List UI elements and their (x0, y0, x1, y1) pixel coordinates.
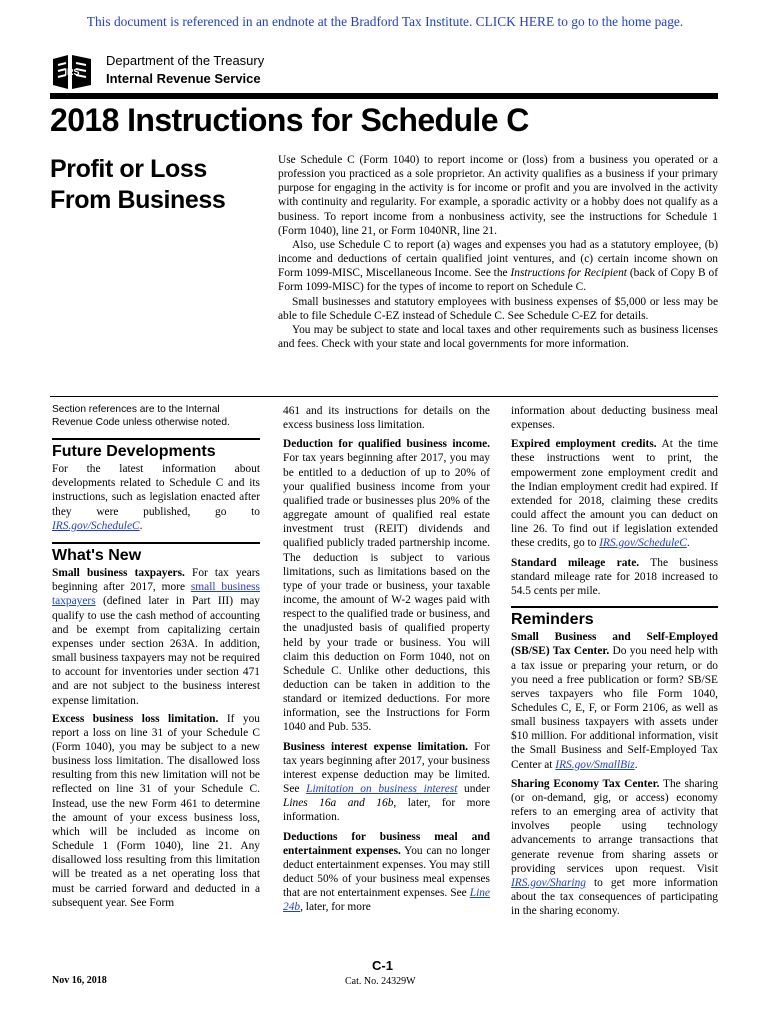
intro-p2-b: (back of Copy B of Form 1099-MISC) for the types of income to report on Schedule C. (278, 267, 718, 294)
bradford-banner-link[interactable]: This document is referenced in an endnote at the Bradford Tax Institute. CLICK HERE to go to the home page. (86, 14, 684, 29)
interest-lines-ref: Lines 16a and 16b (283, 797, 394, 810)
sbse-label: Small Business and Self-Employed (SB/SE) Tax Center. (511, 631, 718, 658)
page-number: C-1 (372, 958, 393, 973)
sharing-label: Sharing Economy Tax Center. (511, 777, 660, 790)
irs-schedulec-link[interactable]: IRS.gov/ScheduleC (52, 519, 140, 532)
expired-credits-label: Expired employment credits. (511, 438, 657, 451)
small-business-text-a: For tax years beginning after 2017, more (52, 567, 260, 594)
col3-continuation: information about deducting business meal expenses. (511, 405, 718, 432)
document-title: 2018 Instructions for Schedule C (50, 102, 529, 138)
interest-mid: under (457, 783, 490, 796)
limitation-business-interest-link[interactable]: Limitation on business interest (306, 783, 458, 796)
mileage-label: Standard mileage rate. (511, 556, 640, 569)
small-business-text-b: (defined later in Part III) may qualify to use the cash method of accounting and be exempt from capitalizing certain expenses under section 263A. In addition, small business taxpayers may not be required to account for inventories under section 471 and are not subject to the business interest expense limitation. (52, 595, 260, 707)
excess-loss-label: Excess business loss limitation. (52, 712, 219, 725)
sbse-paragraph (511, 630, 718, 772)
interest-paragraph (283, 740, 490, 825)
catalog-number: Cat. No. 24329W (345, 976, 416, 987)
irs-schedulec-link-2[interactable]: IRS.gov/ScheduleC (599, 537, 687, 550)
irs-sharing-link[interactable]: IRS.gov/Sharing (511, 876, 586, 889)
qbi-text: For tax years beginning after 2017, you may be entitled to a deduction of up to 20% of your qualified business income from your qualified trade or businesses plus 20% of the aggregate amount of qualified real estate investment trust (REIT) dividends and qualified publicly traded partnership income. The deduction is subject to various limitations, such as limitations based on the type of your trade or business, your taxable income, the amount of W-2 wages paid with respect to the qualified trade or business, and the unadjusted basis of qualified property held by your trade or business. You will claim this deduction on Form 1040, not on Schedule C. Unlike other deductions, this deduction can be taken in addition to the standard or itemized deductions. For more information, see the Instructions for Form 1040 and Pub. 535. (283, 452, 490, 734)
section-divider (50, 396, 718, 397)
future-end: . (139, 519, 143, 532)
meal-paragraph (283, 830, 490, 915)
document-subtitle (50, 154, 225, 216)
column-3 (511, 404, 718, 918)
expired-credits-text: At the time these instructions went to print, the empowerment zone employment credit and the Indian employment credit had expired. If extended for 2018, claiming these credits could affect the amount you can deduct on line 26. To find out if legislation extended these credits, go to (511, 438, 718, 550)
intro-p2-a: Also, use Schedule C to report (a) wages and expenses you had as a statutory employee, (b) income and deductions of certain qualified joint ventures, and (c) certain income shown on Form 1099-MISC, Miscellaneous Income. See the (278, 238, 718, 280)
sharing-text-a: The sharing (or on-demand, gig, or access) economy refers to an emerging area of activity that involves people using technology advancements to arrange transactions that generate revenue from sharing assets or providing services upon request. Visit (511, 777, 719, 875)
whats-new-heading: What's New (52, 542, 260, 566)
irs-eagle-logo-icon (50, 51, 94, 93)
intro-paragraph-3: Small businesses and statutory employees with business expenses of $5,000 or less may be able to file Schedule C-EZ instead of Schedule C. See Schedule C-EZ for details. (278, 295, 718, 322)
future-developments-text (52, 462, 260, 533)
intro-paragraph-1: Use Schedule C (Form 1040) to report income or (loss) from a business you operated or a profession you practiced as a sole proprietor. An activity qualifies as a business if your primary purpose for engaging in the activity is for income or profit and you are involved in the activity with continuity and regularity. For example, a sporadic activity or a hobby does not qualify as a business. To report income from a nonbusiness activity, see the instructions for Schedule 1 (Form 1040), line 21, or Form 1040NR, line 21. (278, 154, 718, 237)
revision-date: Nov 16, 2018 (52, 975, 107, 986)
line-24b-link[interactable]: Line 24b (283, 887, 490, 914)
expired-end: . (686, 537, 690, 550)
reminders-heading: Reminders (511, 606, 718, 630)
sbse-text: Do you need help with a tax issue or preparing your return, or do you need a free publication or form? SB/SE serves taxpayers who file Form 1040, Schedules C, E, F, or Form 2106, as well as small business taxpayers with assets under $10 million. For additional information, visit the Small Business and Self-Employed Tax Center at (511, 645, 718, 771)
subtitle-line-2: From Business (50, 186, 226, 214)
column-1 (52, 404, 260, 910)
logo-text: IRS (64, 67, 80, 77)
interest-text-a: For tax years beginning after 2017, your business interest expense deduction may be limited. See (283, 740, 490, 796)
interest-text-b: , later, for more information. (283, 797, 490, 824)
sbse-end: . (634, 758, 638, 771)
small-business-taxpayers-link[interactable]: small business taxpayers (52, 581, 260, 608)
agency-name (106, 52, 264, 88)
meal-text-b: , later, for more (300, 901, 371, 914)
col2-continuation: 461 and its instructions for details on the excess business loss limitation. (283, 405, 490, 432)
future-developments-heading: Future Developments (52, 438, 260, 462)
small-business-label: Small business taxpayers. (52, 567, 185, 580)
agency-line-2: Internal Revenue Service (106, 71, 261, 86)
excess-loss-paragraph (52, 712, 260, 910)
meal-text-a: You can no longer deduct entertainment expenses. You may still deduct 50% of your business meal expenses that are not entertainment expenses. See (283, 844, 490, 900)
meal-label: Deductions for business meal and entertainment expenses. (283, 830, 490, 857)
agency-line-1: Department of the Treasury (106, 53, 265, 68)
column-2 (283, 404, 490, 914)
excess-loss-text: If you report a loss on line 31 of your Schedule C (Form 1040), you may be subject to a new business loss limitation. The disallowed loss resulting from this new limitation will not be reflected on line 31 of your Schedule C. Instead, use the new Form 461 to determine the amount of your excess business loss, which will be included as income on Schedule 1 (Form 1040), line 21. Any disallowed loss resulting from this limitation will be treated as a net operating loss that must be carried forward and deducted in a subsequent year. See Form (52, 712, 260, 909)
subtitle-line-1: Profit or Loss (50, 155, 207, 183)
sharing-text-b: to get more information about the tax consequences of participating in the sharing economy. (511, 876, 718, 918)
interest-label: Business interest expense limitation. (283, 740, 469, 753)
expired-credits-paragraph (511, 437, 718, 550)
header-rule (50, 93, 718, 99)
small-business-paragraph (52, 566, 260, 708)
irs-smallbiz-link[interactable]: IRS.gov/SmallBiz (555, 758, 635, 771)
qbi-label: Deduction for qualified business income. (283, 438, 490, 451)
section-reference-note: Section references are to the Internal Revenue Code unless otherwise noted. (52, 404, 230, 428)
intro-paragraph-2 (278, 238, 718, 295)
mileage-text: The business standard mileage rate for 2018 increased to 54.5 cents per mile. (511, 556, 718, 597)
mileage-paragraph (511, 556, 718, 598)
sharing-paragraph (511, 777, 718, 919)
future-text: For the latest information about developments related to Schedule C and its instructions, such as legislation enacted after they were published, go to (52, 463, 260, 518)
intro-paragraph-4: You may be subject to state and local taxes and other requirements such as business licenses and fees. Check with your state and local governments for more information. (278, 323, 718, 351)
intro-p2-italic: Instructions for Recipient (510, 267, 627, 280)
intro-section (278, 153, 718, 351)
qbi-paragraph (283, 437, 490, 734)
